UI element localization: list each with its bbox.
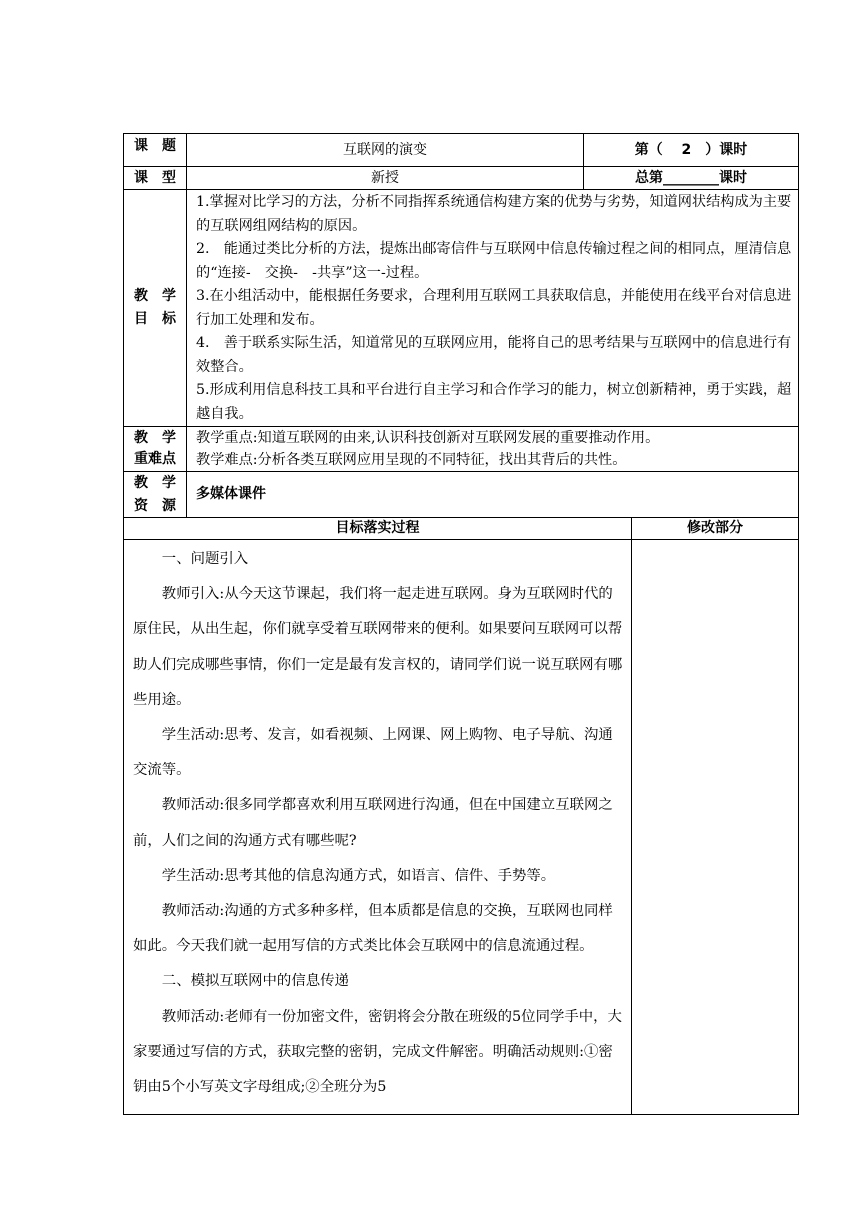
goals-row xyxy=(124,190,799,427)
process-body-row xyxy=(124,540,799,1115)
teaching-focus: 教学重点:知道互联网的由来,认识科技创新对互联网发展的重要推动作用。 xyxy=(196,430,660,446)
resources-row xyxy=(124,472,799,518)
goal-item: 5.形成利用信息科技工具和平台进行自主学习和合作学习的能力，树立创新精神，勇于实践，超越自我。 xyxy=(196,382,792,422)
process-paragraph: 教师活动:老师有一份加密文件，密钥将会分散在班级的5位同学手中，大家要通过写信的方式，获取完整的密钥，完成文件解密。明确活动规则:①密钥由5个小写英文字母组成;②全班分为5 xyxy=(133,1008,622,1096)
goal-item: 2. 能通过类比分析的方法，提炼出邮寄信件与互联网中信息传输过程之间的相同点，厘清信息的“连接- 交换- -共享”这一-过程。 xyxy=(196,241,792,281)
modify-heading: 修改部分 xyxy=(632,518,799,540)
goal-item: 1.掌握对比学习的方法，分析不同指挥系统通信构建方案的优势与劣势，知道网状结构成为主要的互联网组网结构的原因。 xyxy=(196,194,792,234)
process-content xyxy=(124,540,632,1115)
teaching-difficulty: 教学难点:分析各类互联网应用呈现的不同特征，找出其背后的共性。 xyxy=(196,452,627,468)
resources-label xyxy=(124,472,187,518)
keypoints-row xyxy=(124,427,799,472)
total-lessons: 总第________课时 xyxy=(584,167,799,190)
goals-label xyxy=(124,190,187,427)
goal-item: 4. 善于联系实际生活，知道常见的互联网应用，能将自己的思考结果与互联网中的信息进行有效整合。 xyxy=(196,335,792,375)
goal-item: 3.在小组活动中，能根据任务要求，合理利用互联网工具获取信息，并能使用在线平台对信息进行加工处理和发布。 xyxy=(196,288,792,328)
type-row xyxy=(124,167,799,190)
resources-label-line2: 资 源 xyxy=(134,497,176,514)
topic-row xyxy=(124,134,799,167)
process-paragraph: 学生活动:思考其他的信息沟通方式，如语言、信件、手势等。 xyxy=(161,867,556,884)
process-paragraph: 教师活动:沟通的方式多种多样，但本质都是信息的交换，互联网也同样如此。今天我们就一起用写信的方式类比体会互联网中的信息流通过程。 xyxy=(133,903,613,955)
process-paragraph: 一、问题引入 xyxy=(161,551,249,567)
goals-label-line2: 目 标 xyxy=(134,311,176,327)
keypoints-label xyxy=(124,427,187,472)
topic-label: 课 题 xyxy=(124,134,187,167)
keypoints-label-line2: 重难点 xyxy=(134,451,176,467)
process-paragraph: 教师活动:很多同学都喜欢利用互联网进行沟通，但在中国建立互联网之前，人们之间的沟通方式有哪些呢? xyxy=(133,797,613,849)
process-heading-row xyxy=(124,518,799,540)
type-label: 课 型 xyxy=(124,167,187,190)
keypoints-label-line1: 教 学 xyxy=(134,430,176,446)
goals-label-line1: 教 学 xyxy=(134,288,176,304)
process-paragraph: 教师引入:从今天这节课起，我们将一起走进互联网。身为互联网时代的原住民，从出生起，你们就享受着互联网带来的便利。如果要问互联网可以帮助人们完成哪些事情，你们一定是最有发言权的，请同学们说一说互联网有哪些用途。 xyxy=(133,586,623,708)
type-value: 新授 xyxy=(187,167,584,190)
resources-value: 多媒体课件 xyxy=(187,472,799,518)
process-paragraph: 二、模拟互联网中的信息传递 xyxy=(161,973,349,990)
lesson-plan-table xyxy=(123,133,799,1115)
process-paragraph: 学生活动:思考、发言，如看视频、上网课、网上购物、电子导航、沟通交流等。 xyxy=(133,727,613,779)
topic-value: 互联网的演变 xyxy=(187,134,584,167)
keypoints-content xyxy=(187,427,799,472)
resources-label-line1: 教 学 xyxy=(134,474,176,491)
modify-column xyxy=(632,540,799,1115)
lesson-number: 第（ 2 ）课时 xyxy=(584,134,799,167)
goals-content xyxy=(187,190,799,427)
process-heading: 目标落实过程 xyxy=(124,518,632,540)
